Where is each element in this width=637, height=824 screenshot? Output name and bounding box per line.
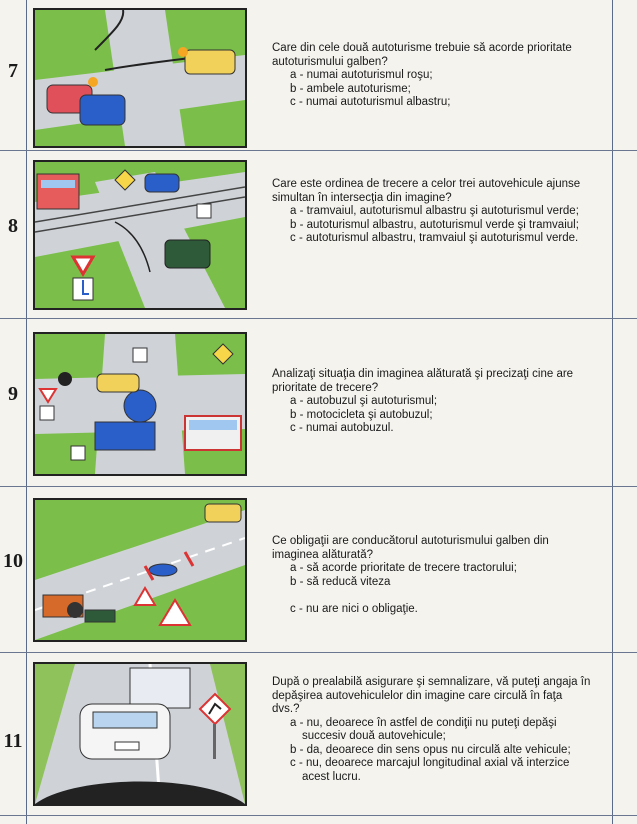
question-text: Analizaţi situaţia din imaginea alăturată şi precizaţi cine are prioritate de trecere? — [272, 368, 574, 394]
tram-intersection-illustration — [35, 162, 245, 308]
question-10-block — [272, 535, 592, 617]
answer-option-b[interactable]: b - autoturismul albastru, autoturismul verde şi tramvaiul; — [290, 218, 579, 231]
answer-option-a[interactable]: a - să acorde prioritate de trecere tractorului; — [290, 562, 517, 574]
row-divider — [0, 815, 637, 816]
question-9-image — [33, 332, 247, 476]
answer-option-c[interactable]: c - nu are nici o obligaţie. — [290, 603, 418, 615]
answer-option-b[interactable]: b - să reducă viteza — [290, 575, 391, 588]
question-7-block — [272, 42, 592, 110]
answer-option-c[interactable]: c - numai autobuzul. — [290, 422, 394, 434]
right-margin-rule — [612, 0, 613, 824]
question-number: 7 — [8, 60, 18, 82]
question-11-image — [33, 662, 247, 806]
answer-option-a[interactable]: a - autobuzul şi autoturismul; — [290, 395, 438, 407]
question-number: 9 — [8, 383, 18, 405]
answer-option-c[interactable]: c - autoturismul albastru, tramvaiul şi autoturismul verde. — [290, 232, 579, 244]
question-number: 11 — [3, 730, 23, 752]
answer-option-b[interactable]: b - motocicleta şi autobuzul; — [290, 408, 433, 421]
question-number: 8 — [8, 215, 18, 237]
row-divider — [0, 318, 637, 319]
question-number: 10 — [3, 550, 23, 572]
question-9-block — [272, 368, 592, 436]
question-11-block — [272, 676, 592, 784]
question-10-image — [33, 498, 247, 642]
answer-option-c[interactable]: c - nu, deoarece marcajul longitudinal axial vă interzice acest lucru. — [290, 757, 570, 783]
overtaking-illustration — [35, 664, 245, 804]
row-divider — [0, 652, 637, 653]
question-8-image — [33, 160, 247, 310]
question-7-image — [33, 8, 247, 148]
question-text: Care din cele două autoturisme trebuie să acorde prioritate autoturismului galben? — [272, 42, 572, 68]
row-divider — [0, 150, 637, 151]
spacer — [272, 589, 592, 603]
number-column-divider — [26, 0, 27, 824]
question-text: După o prealabilă asigurare şi semnalizare, vă puteţi angaja în depăşirea autovehiculelor din imagine care circulă în faţa dvs.? — [272, 676, 591, 715]
answer-option-b[interactable]: b - da, deoarece din sens opus nu circulă alte vehicule; — [290, 743, 571, 756]
intersection-illustration — [35, 10, 245, 146]
question-8-block — [272, 178, 592, 246]
answer-option-a[interactable]: a - nu, deoarece în astfel de condiţii nu puteţi depăşi succesiv două autovehicule; — [290, 716, 557, 742]
answer-option-c[interactable]: c - numai autoturismul albastru; — [290, 96, 451, 108]
answer-option-a[interactable]: a - numai autoturismul roşu; — [290, 69, 433, 81]
answer-option-b[interactable]: b - ambele autoturisme; — [290, 82, 411, 95]
road-works-illustration — [35, 500, 245, 640]
question-text: Care este ordinea de trecere a celor trei autovehicule ajunse simultan în intersecţia din imagine? — [272, 178, 581, 204]
answer-option-a[interactable]: a - tramvaiul, autoturismul albastru şi autoturismul verde; — [290, 205, 579, 217]
question-text: Ce obligaţii are conducătorul autoturismului galben din imaginea alăturată? — [272, 535, 549, 561]
row-divider — [0, 486, 637, 487]
roundabout-illustration — [35, 334, 245, 474]
